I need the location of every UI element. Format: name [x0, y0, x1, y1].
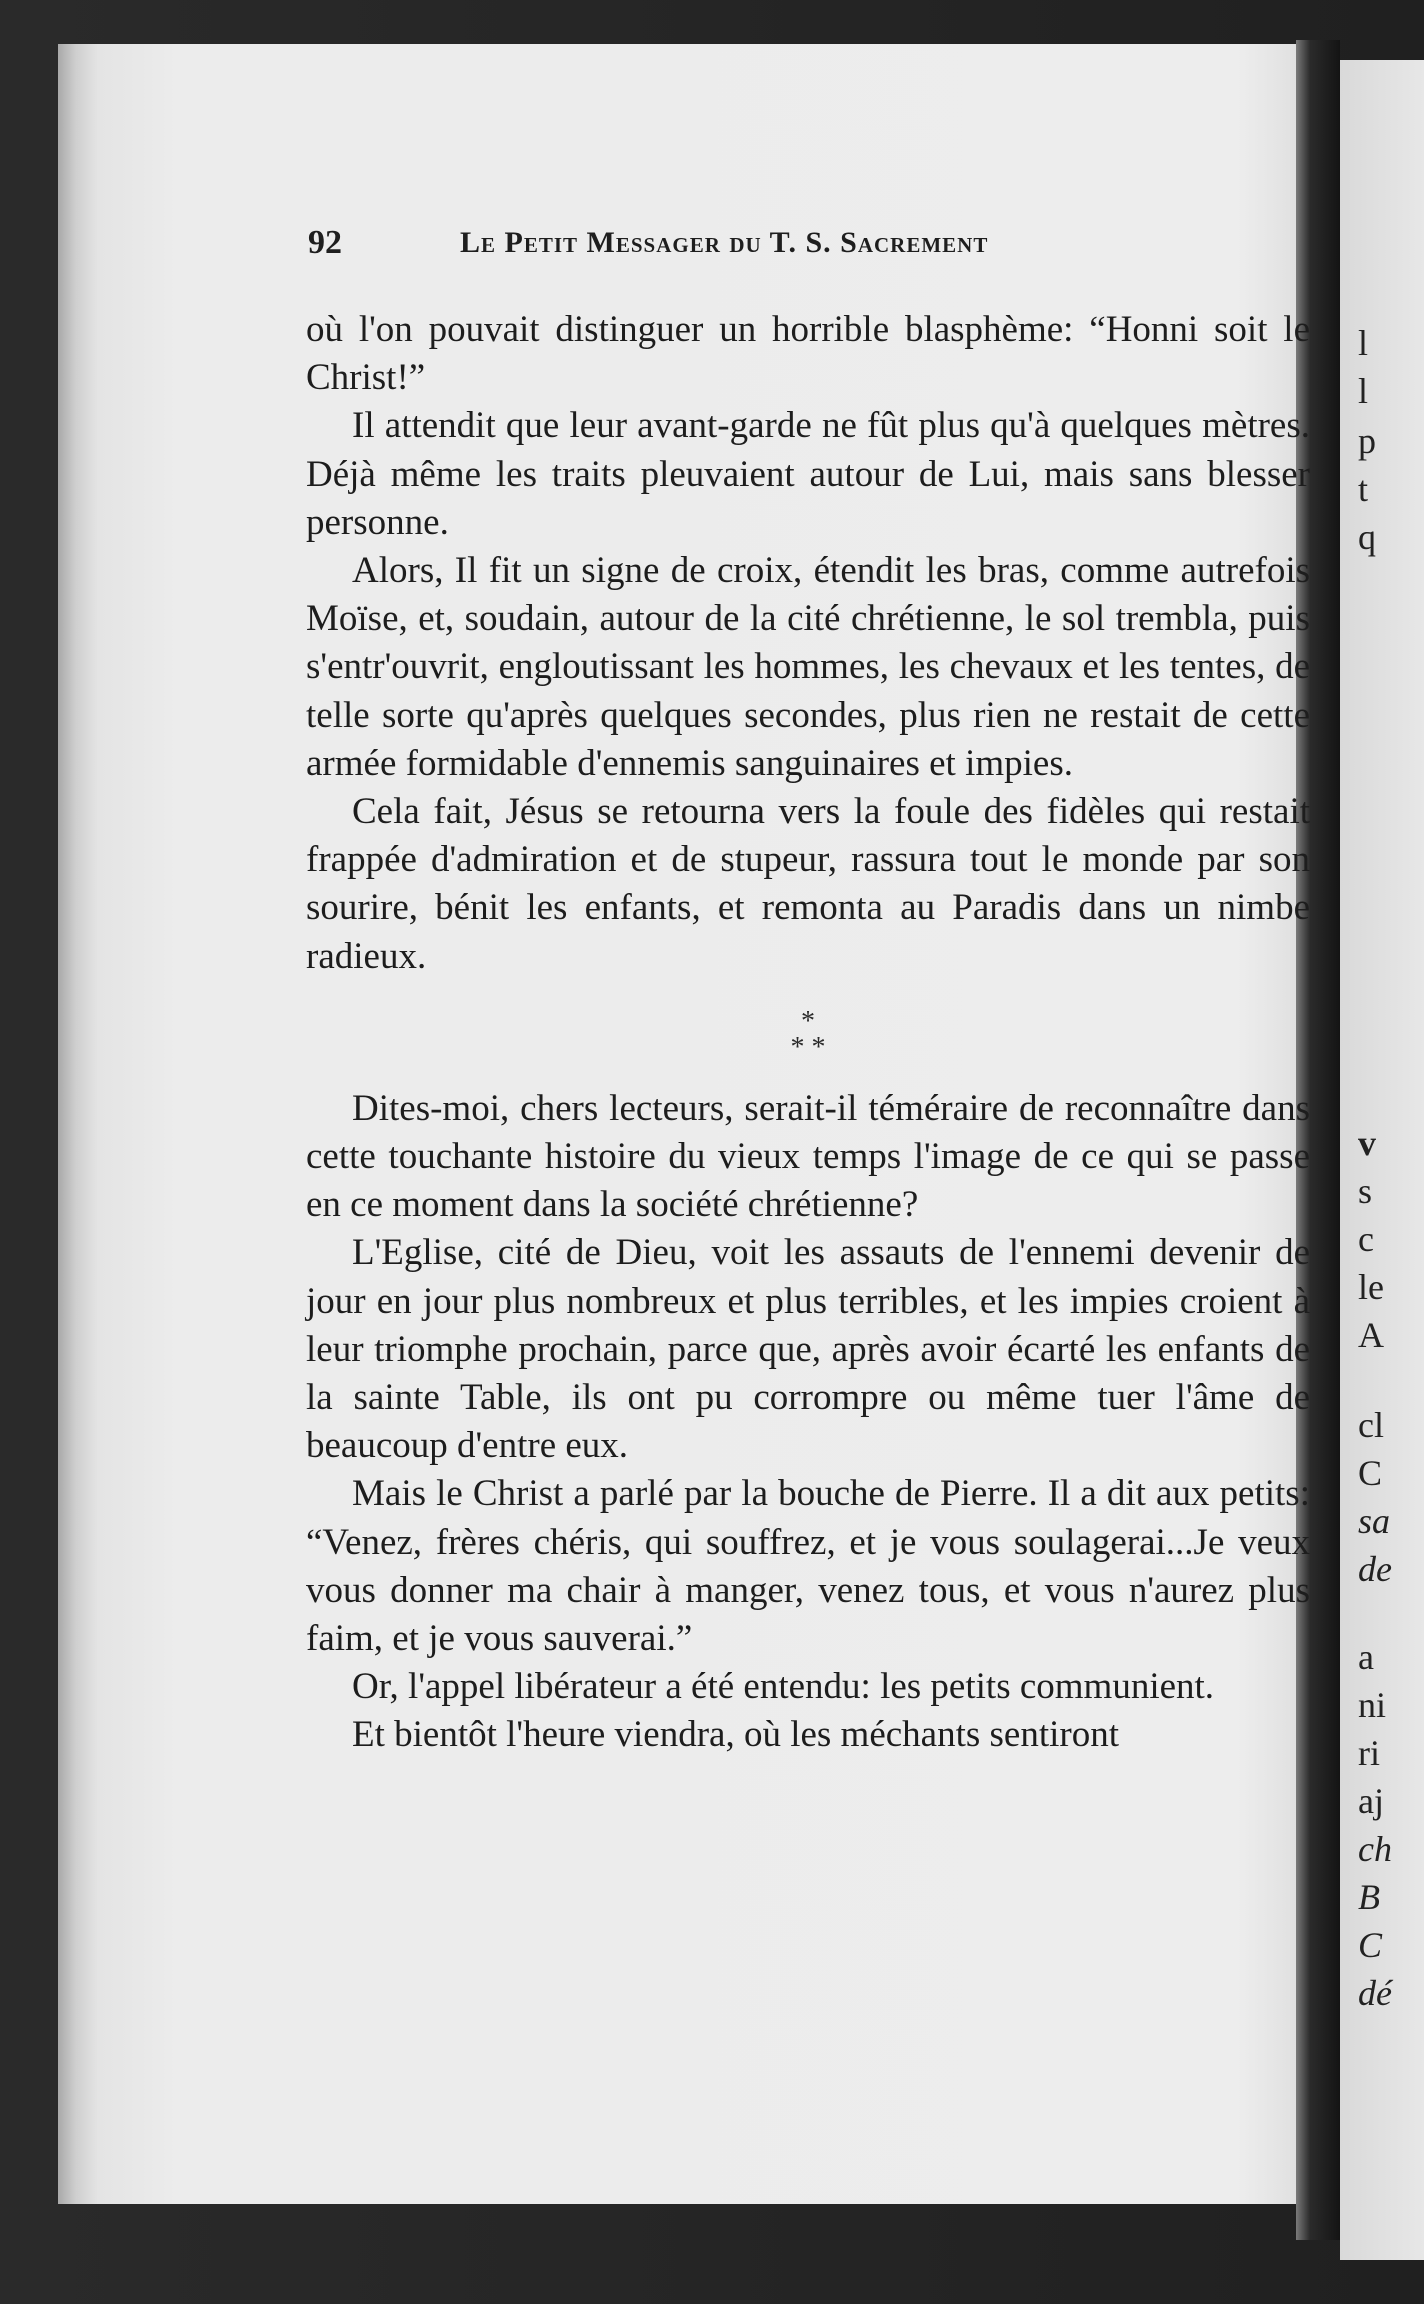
- right-fragment: C: [1358, 1453, 1383, 1493]
- right-fragment: le: [1358, 1267, 1384, 1307]
- right-fragment: a: [1358, 1637, 1374, 1677]
- right-fragment: v: [1358, 1123, 1376, 1163]
- right-fragment: l: [1358, 323, 1369, 363]
- right-page-edge: [1340, 60, 1424, 2260]
- paragraph: Et bientôt l'heure viendra, où les méchants sentiront: [352, 1714, 1120, 1756]
- ornament-bottom: * *: [790, 1031, 826, 1063]
- right-fragment: cl: [1358, 1405, 1384, 1445]
- right-fragment: B: [1358, 1877, 1380, 1917]
- right-fragment: l: [1358, 371, 1369, 411]
- right-fragment: p: [1358, 421, 1376, 461]
- paragraph: Alors, Il fit un signe de croix, étendit les bras, comme autrefois Moïse, et, soudain, autour de la cité chrétienne, le sol trembla, puis s'entr'ouvrit, engloutissant les hommes, les chevaux et les tentes, de telle sorte qu'après quelques secondes, plus rien ne restait de cette armée formidable d'ennemis sanguinaires et impies.: [306, 550, 1310, 784]
- body-text: [306, 306, 1310, 1760]
- right-fragment: C: [1358, 1925, 1383, 1965]
- right-fragment: ch: [1358, 1829, 1392, 1869]
- right-fragment: t: [1358, 469, 1369, 509]
- right-fragment: dé: [1358, 1973, 1392, 2013]
- paragraph: où l'on pouvait distinguer un horrible blasphème: “Honni soit le Christ!”: [306, 309, 1310, 399]
- right-fragment: q: [1358, 517, 1376, 557]
- paragraph: Mais le Christ a parlé par la bouche de Pierre. Il a dit aux petits: “Venez, frères chéris, qui souffrez, et je vous soulagerai...Je veux vous donner ma chair à manger, venez tous, et vous n'aurez plus faim, et je vous sauverai.”: [306, 1473, 1310, 1660]
- paragraph: Or, l'appel libérateur a été entendu: les petits communient.: [352, 1666, 1215, 1708]
- section-ornament: [306, 1005, 1310, 1063]
- paragraph: L'Eglise, cité de Dieu, voit les assauts de l'ennemi devenir de jour en jour plus nombreux et plus terribles, et les impies croient à leur triomphe prochain, parce que, après avoir écarté les enfants de la sainte Table, ils ont pu corrompre ou même tuer l'âme de beaucoup d'entre eux.: [306, 1232, 1310, 1467]
- right-fragment: A: [1358, 1315, 1384, 1355]
- right-fragment: c: [1358, 1219, 1374, 1259]
- right-fragment: sa: [1358, 1501, 1391, 1541]
- right-fragment: ri: [1358, 1733, 1380, 1773]
- running-title: Le Petit Messager du T. S. Sacrement: [460, 226, 989, 259]
- right-fragment: aj: [1358, 1781, 1384, 1821]
- page-header: [308, 224, 1208, 274]
- page-number: 92: [308, 224, 342, 261]
- paragraph: Cela fait, Jésus se retourna vers la foule des fidèles qui restait frappée d'admiration et de stupeur, rassura tout le monde par son sourire, bénit les enfants, et remonta au Paradis dans un nimbe radieux.: [306, 791, 1310, 977]
- ornament-top: *: [801, 1005, 815, 1037]
- paragraph: Il attendit que leur avant-garde ne fût plus qu'à quelques mètres. Déjà même les traits pleuvaient autour de Lui, mais sans blesser personne.: [306, 405, 1310, 543]
- paragraph: Dites-moi, chers lecteurs, serait-il téméraire de reconnaître dans cette touchante histoire du vieux temps l'image de ce qui se passe en ce moment dans la société chrétienne?: [306, 1087, 1310, 1226]
- right-fragment: de: [1358, 1549, 1392, 1589]
- right-fragment: s: [1358, 1171, 1373, 1211]
- right-fragment: ni: [1358, 1685, 1387, 1725]
